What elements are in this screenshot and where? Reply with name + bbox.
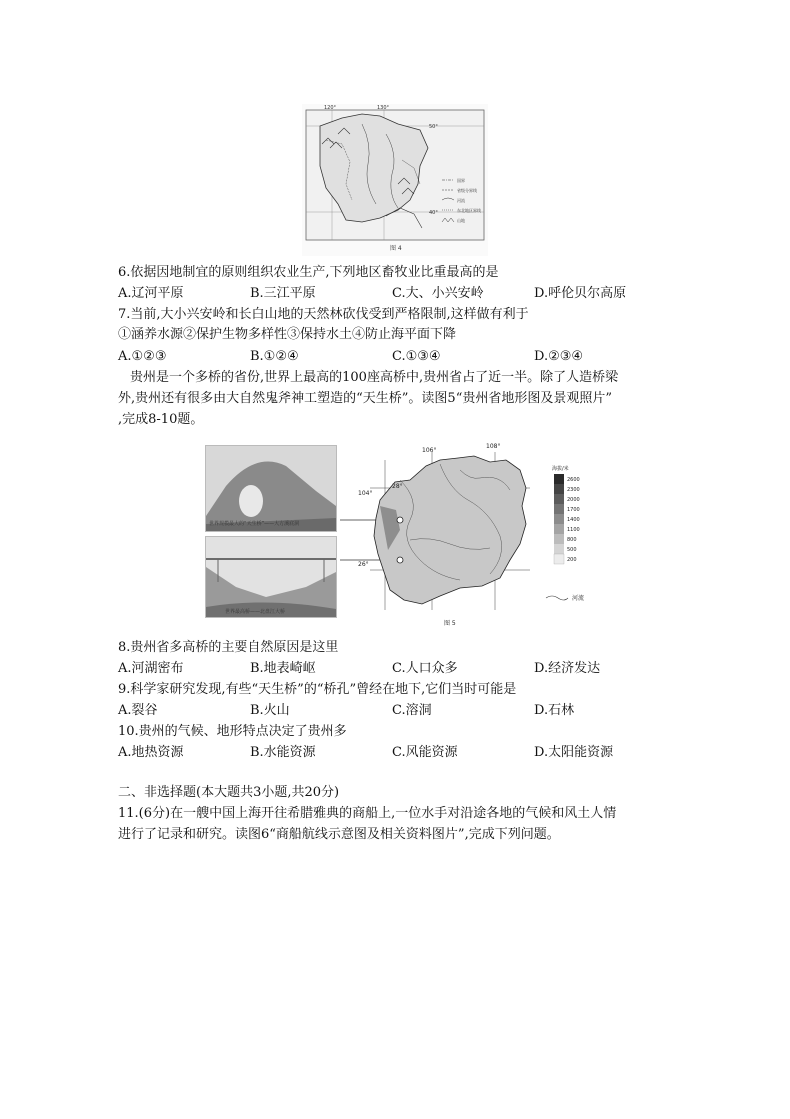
figure5-caption: 图 5 <box>444 620 456 627</box>
legend-val-7: 500 <box>567 547 577 553</box>
passage-line-1: 贵州是一个多桥的省份,世界上最高的100座高桥中,贵州省占了近一半。除了人造桥梁 <box>130 370 619 385</box>
legend-val-4: 1400 <box>567 517 580 523</box>
q7-option-b[interactable]: B.①②④ <box>250 349 299 364</box>
q7-option-a[interactable]: A.①②③ <box>118 349 167 364</box>
passage-line-3: ,完成8-10题。 <box>118 412 204 427</box>
q7-stem: 7.当前,大小兴安岭和长白山地的天然林砍伐受到严格限制,这样做有利于 <box>118 307 529 322</box>
section2-heading: 二、非选择题(本大题共3小题,共20分) <box>118 785 340 800</box>
lon-108: 108° <box>486 443 501 450</box>
elevation-legend <box>546 465 584 602</box>
lon-104: 104° <box>358 490 373 497</box>
q7-option-d[interactable]: D.②③④ <box>534 349 584 364</box>
photo1-location <box>397 517 403 523</box>
q10-option-b[interactable]: B.水能资源 <box>250 745 316 760</box>
lon-label-130: 130° <box>377 105 390 111</box>
q6-option-a[interactable]: A.辽河平原 <box>118 286 184 301</box>
q6-stem: 6.依据因地制宜的原则组织农业生产,下列地区畜牧业比重最高的是 <box>118 265 499 280</box>
legend-val-8: 200 <box>567 557 577 563</box>
legend-val-0: 2600 <box>567 477 580 483</box>
legend-val-5: 1100 <box>567 527 580 533</box>
legend-val-1: 2300 <box>567 487 580 493</box>
q9-options <box>118 702 678 720</box>
figure-4-map <box>302 104 488 256</box>
q6-option-b[interactable]: B.三江平原 <box>250 286 316 301</box>
photo2-caption: 世界最高桥——北盘江大桥 <box>225 609 286 615</box>
photo1-caption: 世界规模最大的“天生桥”——大方溪底洞 <box>209 521 300 527</box>
q8-option-b[interactable]: B.地表崎岖 <box>250 661 316 676</box>
q10-option-a[interactable]: A.地热资源 <box>118 745 184 760</box>
q10-stem: 10.贵州的气候、地形特点决定了贵州多 <box>118 724 347 739</box>
q8-option-c[interactable]: C.人口众多 <box>392 661 458 676</box>
figure-5 <box>205 440 588 630</box>
q7-option-c[interactable]: C.①③④ <box>392 349 441 364</box>
legend-province-line: 省级分界线 <box>457 188 477 193</box>
q11-line-1: 11.(6分)在一艘中国上海开往希腊雅典的商船上,一位水手对沿途各地的气候和风土人情 <box>118 806 617 821</box>
q6-option-c[interactable]: C.大、小兴安岭 <box>392 286 484 301</box>
q9-option-b[interactable]: B.火山 <box>250 703 290 718</box>
photo2-location <box>397 557 403 563</box>
lat-26: 26° <box>358 561 369 568</box>
q6-options <box>118 285 678 303</box>
q8-option-a[interactable]: A.河湖密布 <box>118 661 184 676</box>
q8-option-d[interactable]: D.经济发达 <box>534 661 601 676</box>
legend-ne-boundary: 东北地区界线 <box>457 208 481 213</box>
lat-label-40: 40° <box>429 210 438 216</box>
legend-val-3: 1700 <box>567 507 580 513</box>
q9-option-c[interactable]: C.溶洞 <box>392 703 432 718</box>
lon-106: 106° <box>422 447 437 454</box>
northeast-china-map <box>302 104 488 256</box>
q6-option-d[interactable]: D.呼伦贝尔高原 <box>534 286 627 301</box>
q10-option-c[interactable]: C.风能资源 <box>392 745 458 760</box>
q7-options <box>118 348 678 366</box>
q8-stem: 8.贵州省多高桥的主要自然原因是这里 <box>118 640 339 655</box>
q7-items: ①涵养水源②保护生物多样性③保持水土④防止海平面下降 <box>118 327 457 342</box>
guizhou-terrain-map <box>340 440 588 630</box>
legend-val-2: 2000 <box>567 497 580 503</box>
q8-options <box>118 660 678 678</box>
q10-option-d[interactable]: D.太阳能资源 <box>534 745 614 760</box>
legend-river-label: 河流 <box>572 595 585 602</box>
lon-label-120: 120° <box>324 105 337 111</box>
legend-val-6: 800 <box>567 537 577 543</box>
q11-line-2: 进行了记录和研究。读图6“商船航线示意图及相关资料图片”,完成下列问题。 <box>118 827 560 842</box>
figure4-caption: 图 4 <box>390 245 402 252</box>
legend-title: 海拔/米 <box>552 466 569 472</box>
lat-28: 28° <box>392 483 403 490</box>
passage-line-2: 外,贵州还有很多由大自然鬼斧神工塑造的“天生桥”。读图5“贵州省地形图及景观照片” <box>118 391 612 406</box>
q10-options <box>118 744 678 762</box>
q9-option-a[interactable]: A.裂谷 <box>118 703 158 718</box>
photo-natural-bridge <box>205 445 337 532</box>
legend-mountain: 山地 <box>457 218 465 223</box>
legend-border: 国界 <box>457 178 465 183</box>
lat-label-50: 50° <box>429 124 438 130</box>
q9-option-d[interactable]: D.石林 <box>534 703 575 718</box>
q9-stem: 9.科学家研究发现,有些“天生桥”的“桥孔”曾经在地下,它们当时可能是 <box>118 682 517 697</box>
legend-river: 河流 <box>457 198 465 203</box>
photo-beipanjiang-bridge <box>205 536 337 618</box>
